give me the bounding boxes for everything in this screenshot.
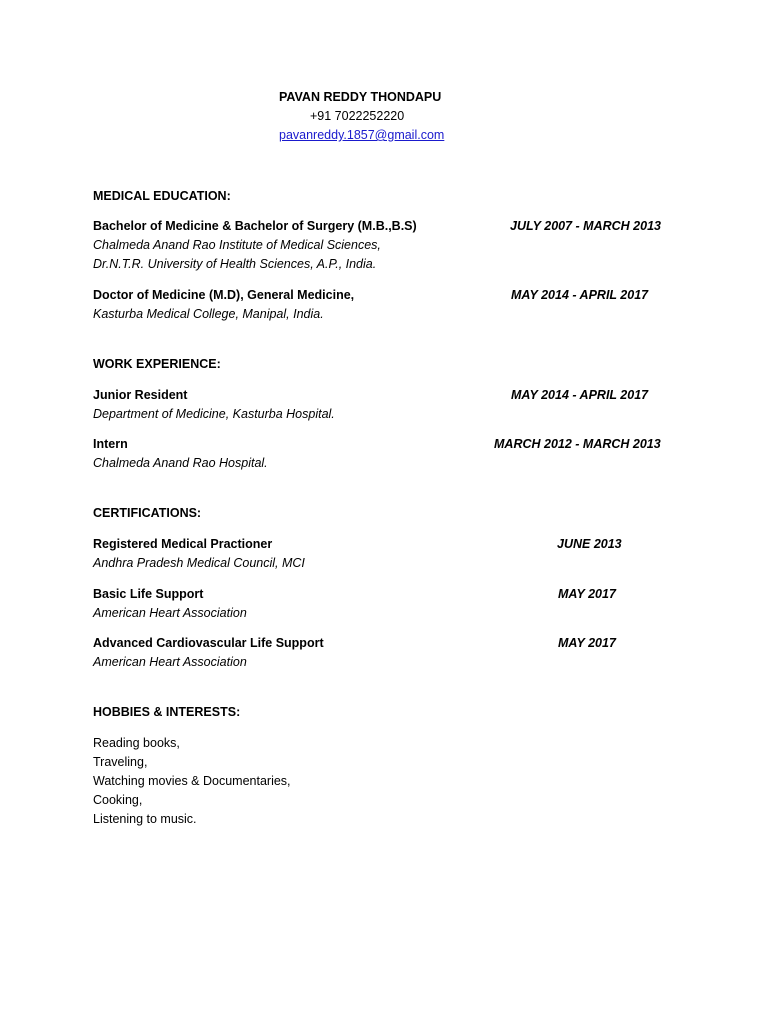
candidate-name: PAVAN REDDY THONDAPU xyxy=(279,90,442,104)
hobby-item: Reading books, xyxy=(93,736,180,750)
certification-item xyxy=(93,535,693,573)
phone-number: +91 7022252220 xyxy=(310,109,405,123)
certification-issuer: Andhra Pradesh Medical Council, MCI xyxy=(93,556,305,570)
hobby-item: Watching movies & Documentaries, xyxy=(93,774,291,788)
work-role: Intern xyxy=(93,437,128,451)
certification-issuer: American Heart Association xyxy=(93,606,247,620)
hobby-item: Listening to music. xyxy=(93,812,197,826)
certification-date: MAY 2017 xyxy=(558,587,616,601)
work-place: Chalmeda Anand Rao Hospital. xyxy=(93,456,268,470)
section-title-work: WORK EXPERIENCE: xyxy=(93,357,221,371)
hobby-list xyxy=(93,734,291,829)
section-title-hobbies: HOBBIES & INTERESTS: xyxy=(93,705,241,719)
hobby-item: Traveling, xyxy=(93,755,148,769)
work-date: MAY 2014 - APRIL 2017 xyxy=(511,388,649,402)
education-institution: Kasturba Medical College, Manipal, India. xyxy=(93,307,324,321)
work-date: MARCH 2012 - MARCH 2013 xyxy=(494,437,661,451)
education-degree: Bachelor of Medicine & Bachelor of Surgery (M.B.,B.S) xyxy=(93,219,417,233)
work-place: Department of Medicine, Kasturba Hospital. xyxy=(93,407,335,421)
section-title-certifications: CERTIFICATIONS: xyxy=(93,506,202,520)
education-institution: Chalmeda Anand Rao Institute of Medical Sciences, xyxy=(93,238,381,252)
work-item xyxy=(93,435,693,473)
certification-date: MAY 2017 xyxy=(558,636,616,650)
certification-item xyxy=(93,634,693,672)
hobby-item: Cooking, xyxy=(93,793,143,807)
certification-title: Advanced Cardiovascular Life Support xyxy=(93,636,324,650)
education-degree: Doctor of Medicine (M.D), General Medicine, xyxy=(93,288,355,302)
certification-issuer: American Heart Association xyxy=(93,655,247,669)
education-item xyxy=(93,286,693,324)
section-title-education: MEDICAL EDUCATION: xyxy=(93,189,231,203)
work-item xyxy=(93,386,693,424)
education-date: MAY 2014 - APRIL 2017 xyxy=(511,288,649,302)
certification-item xyxy=(93,585,693,623)
certification-title: Basic Life Support xyxy=(93,587,204,601)
education-university: Dr.N.T.R. University of Health Sciences, A.P., India. xyxy=(93,257,377,271)
certification-date: JUNE 2013 xyxy=(557,537,622,551)
email-link[interactable]: pavanreddy.1857@gmail.com xyxy=(279,128,445,142)
certification-title: Registered Medical Practioner xyxy=(93,537,273,551)
education-date: JULY 2007 - MARCH 2013 xyxy=(510,219,661,233)
work-role: Junior Resident xyxy=(93,388,188,402)
education-item xyxy=(93,217,693,274)
